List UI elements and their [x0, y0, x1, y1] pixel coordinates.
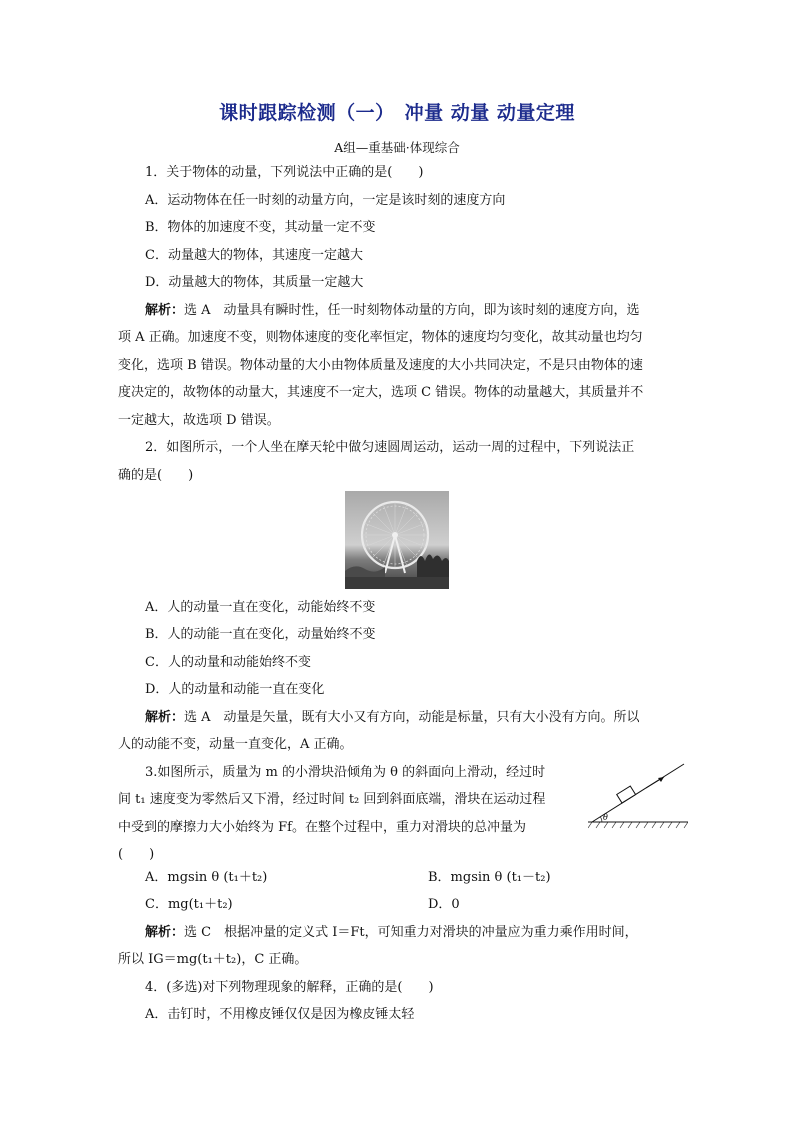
q2-stem-line-2: 确的是( ) [118, 468, 194, 483]
q1-stem: 1．关于物体的动量，下列说法中正确的是( ) [145, 165, 424, 180]
q1-analysis-line-1: 解析：选 A 动量具有瞬时性，任一时刻物体动量的方向，即为该时刻的速度方向，选 [145, 303, 640, 318]
q2-analysis-label: 解析： [145, 710, 185, 725]
q3-analysis-label: 解析： [145, 925, 185, 940]
ferris-wheel-photo [345, 491, 449, 589]
q3-stem-line-1: 3.如图所示，质量为 m 的小滑块沿倾角为 θ 的斜面向上滑动，经过时 [145, 765, 546, 780]
q3-analysis-line-1: 解析：选 C 根据冲量的定义式 I＝Ft，可知重力对滑块的冲量应为重力乘作用时间， [145, 925, 638, 940]
section-heading: A组—重基础·体现综合 [334, 140, 460, 155]
q2-stem-line-1: 2．如图所示，一个人坐在摩天轮中做匀速圆周运动，运动一周的过程中，下列说法正 [145, 440, 635, 455]
q2-option-c: C．人的动量和动能始终不变 [145, 655, 311, 670]
q2-analysis-line-1: 解析：选 A 动量是矢量，既有大小又有方向，动能是标量，只有大小没有方向。所以 [145, 710, 640, 725]
q2-option-a: A．人的动量一直在变化，动能始终不变 [145, 600, 376, 615]
q3-option-a: A．mgsin θ (t₁＋t₂) [145, 870, 268, 885]
ferris-wheel-icon [345, 491, 449, 589]
theta-label: θ [603, 813, 608, 822]
q2-analysis-line-2: 人的动能不变，动量一直变化，A 正确。 [118, 737, 353, 752]
q1-option-c: C．动量越大的物体，其速度一定越大 [145, 248, 363, 263]
q3-stem-line-2: 间 t₁ 速度变为零然后又下滑，经过时间 t₂ 回到斜面底端，滑块在运动过程 [118, 792, 546, 807]
incline-block-icon [588, 760, 688, 830]
q1-analysis-line-4: 度决定的，故物体的动量大，其速度不一定大，选项 C 错误。物体的动量越大，其质量并不 [118, 385, 644, 400]
incline-diagram [588, 760, 688, 830]
q3-option-b: B．mgsin θ (t₁－t₂) [428, 870, 551, 885]
q3-option-d: D．0 [428, 897, 460, 912]
q1-option-b: B．物体的加速度不变，其动量一定不变 [145, 220, 376, 235]
q3-option-c: C．mg(t₁＋t₂) [145, 897, 233, 912]
q1-analysis-line-2: 项 A 正确。加速度不变，则物体速度的变化率恒定，物体的速度均匀变化，故其动量也均匀 [118, 330, 643, 345]
page-title: 课时跟踪检测（一） 冲量 动量 动量定理 [219, 102, 575, 124]
q1-option-d: D．动量越大的物体，其质量一定越大 [145, 275, 364, 290]
q1-analysis-label: 解析： [145, 303, 185, 318]
q3-analysis-line-2: 所以 IG＝mg(t₁＋t₂)，C 正确。 [118, 952, 308, 967]
q2-option-d: D．人的动量和动能一直在变化 [145, 682, 325, 697]
q1-analysis-line-3: 变化，选项 B 错误。物体动量的大小由物体质量及速度的大小共同决定，不是只由物体的速 [118, 358, 643, 373]
q4-stem: 4．(多选)对下列物理现象的解释，正确的是( ) [145, 980, 434, 995]
q2-option-b: B．人的动能一直在变化，动量始终不变 [145, 627, 376, 642]
q3-stem-line-4: ( ) [118, 847, 155, 862]
q3-stem-line-3: 中受到的摩擦力大小始终为 Ff。在整个过程中，重力对滑块的总冲量为 [118, 820, 526, 835]
q4-option-a: A．击钉时，不用橡皮锤仅仅是因为橡皮锤太轻 [145, 1007, 415, 1022]
q1-analysis-line-5: 一定越大，故选项 D 错误。 [118, 413, 280, 428]
q1-option-a: A．运动物体在任一时刻的动量方向，一定是该时刻的速度方向 [145, 193, 506, 208]
